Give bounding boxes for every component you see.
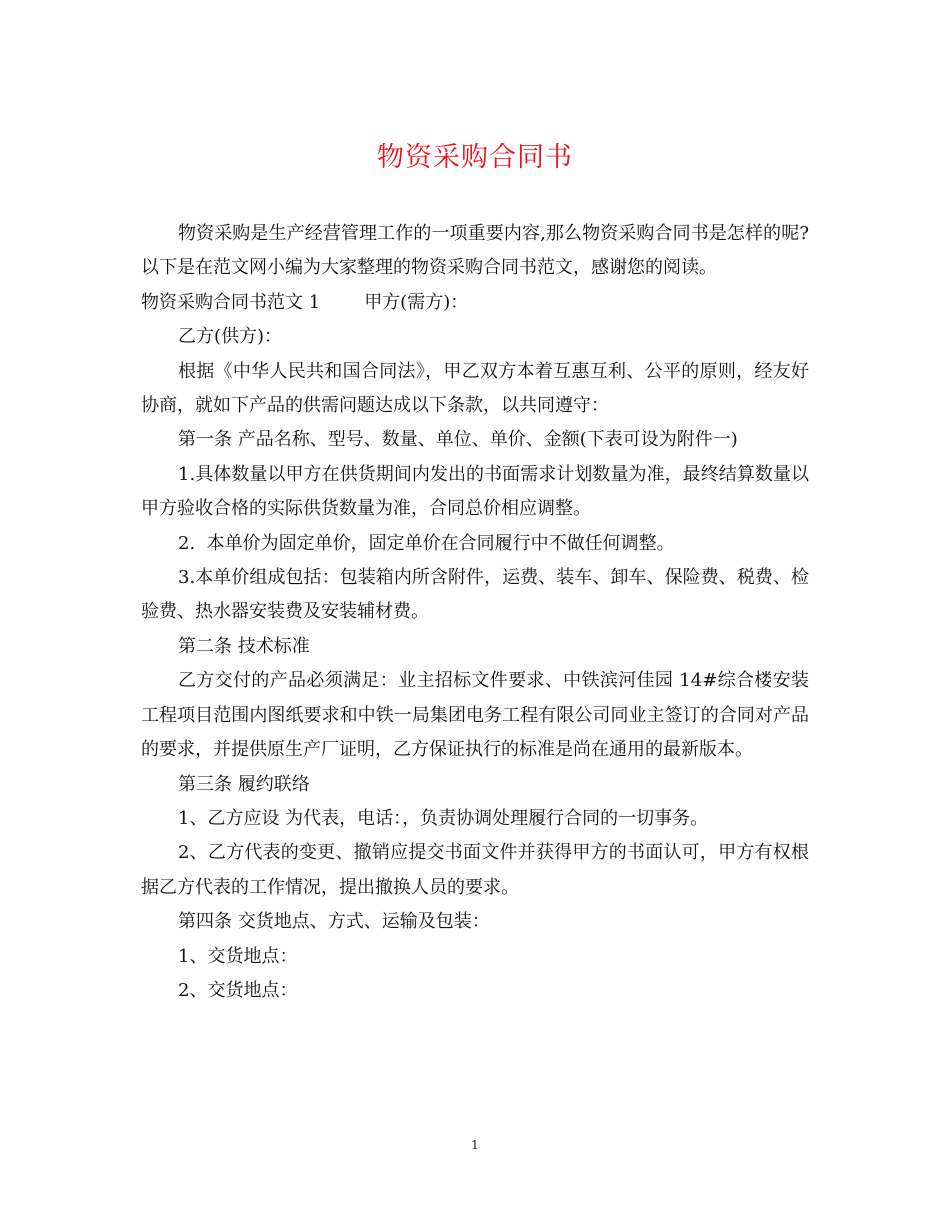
article1-item3: 3.本单价组成包括：包装箱内所含附件，运费、装车、卸车、保险费、税费、检验费、热水器安装费及安装辅材费。 bbox=[141, 567, 809, 623]
sample-heading-line bbox=[141, 286, 809, 320]
article2-heading: 第二条 技术标准 bbox=[178, 635, 310, 657]
preamble-paragraph: 根据《中华人民共和国合同法》，甲乙双方本着互惠互利、公平的原则，经友好协商，就如下产品的供需问题达成以下条款，以共同遵守： bbox=[141, 360, 809, 417]
intro-paragraph: 物资采购是生产经营管理工作的一项重要内容,那么物资采购合同书是怎样的呢?以下是在范文网小编为大家整理的物资采购合同书范文，感谢您的阅读。 bbox=[141, 223, 809, 279]
article2-body: 乙方交付的产品必须满足：业主招标文件要求、中铁滨河佳园 14#综合楼安装工程项目范围内图纸要求和中铁一局集团电务工程有限公司同业主签订的合同对产品的要求，并提供原生产厂证明，乙方保证执行的标准是尚在通用的最新版本。 bbox=[141, 670, 809, 761]
party-b-label: 乙方(供方)： bbox=[178, 326, 283, 348]
party-a-label: 甲方(需方)： bbox=[364, 291, 469, 313]
article3-item1: 1、乙方应设 为代表，电话：，负责协调处理履行合同的一切事务。 bbox=[178, 807, 709, 829]
article4-item1: 1、交货地点： bbox=[178, 945, 298, 967]
article3-item2: 2、乙方代表的变更、撤销应提交书面文件并获得甲方的书面认可，甲方有权根据乙方代表的工作情况，提出撤换人员的要求。 bbox=[141, 842, 809, 898]
page-number: 1 bbox=[471, 1138, 479, 1152]
article4-heading: 第四条 交货地点、方式、运输及包装： bbox=[178, 911, 490, 933]
article1-heading: 第一条 产品名称、型号、数量、单位、单价、金额(下表可设为附件一) bbox=[178, 429, 738, 451]
article4-item2: 2、交货地点： bbox=[178, 979, 298, 1001]
sample-heading: 物资采购合同书范文 1 bbox=[141, 291, 321, 313]
article1-item2: 2. 本单价为固定单价，固定单价在合同履行中不做任何调整。 bbox=[178, 532, 675, 554]
article1-item1: 1.具体数量以甲方在供货期间内发出的书面需求计划数量为准，最终结算数量以甲方验收合格的实际供货数量为准，合同总价相应调整。 bbox=[141, 463, 809, 520]
document-body bbox=[141, 217, 809, 1008]
document-title: 物资采购合同书 bbox=[377, 142, 573, 173]
article3-heading: 第三条 履约联络 bbox=[178, 773, 310, 795]
